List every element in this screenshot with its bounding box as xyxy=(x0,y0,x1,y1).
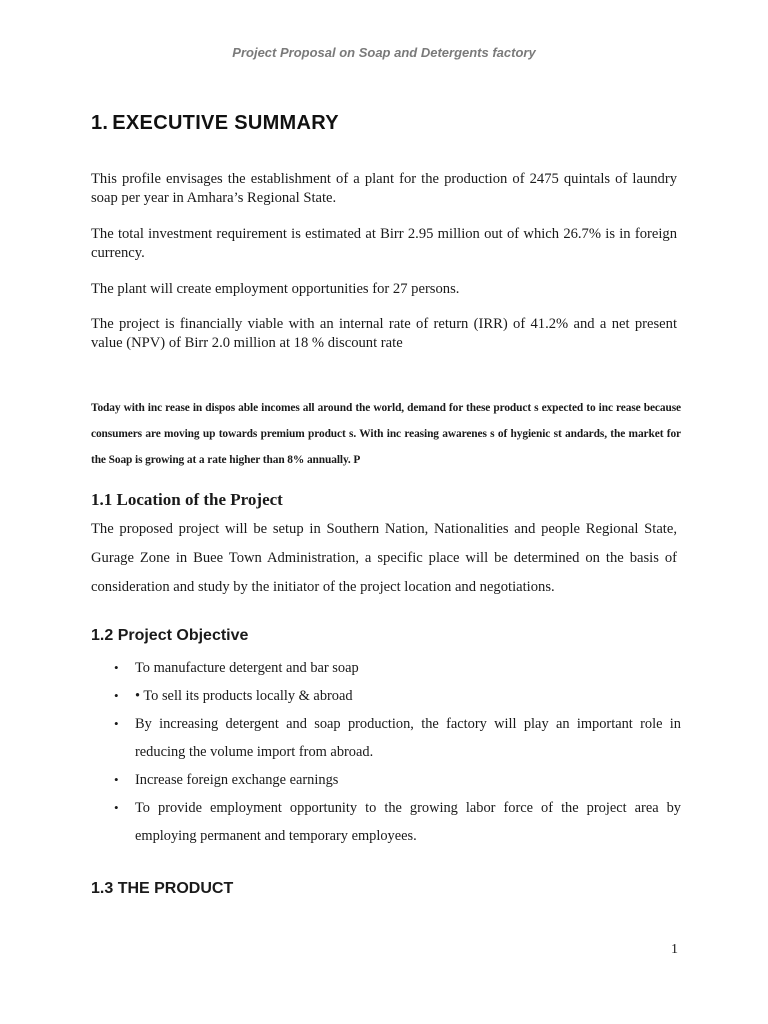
objective-heading: 1.2 Project Objective xyxy=(91,627,249,644)
list-item-text: To manufacture detergent and bar soap xyxy=(135,660,359,676)
list-item-text: By increasing detergent and soap production, the factory will play an important role in reducing the volume import from abroad. xyxy=(135,716,681,760)
page-number: 1 xyxy=(671,942,678,957)
location-paragraph: The proposed project will be setup in Southern Nation, Nationalities and people Regional State, Gurage Zone in Buee Town Administration, a specific place will be determined on the basis of consideration and study by the initiator of the project location and negotiations. xyxy=(91,521,677,595)
section-number: 1. xyxy=(91,112,109,134)
section-title-text: EXECUTIVE SUMMARY xyxy=(112,112,339,134)
summary-paragraph-3: The plant will create employment opportunities for 27 persons. xyxy=(91,281,460,297)
summary-paragraph-1: This profile envisages the establishment of a plant for the production of 2475 quintals of laundry soap per year in Amhara’s Regional State. xyxy=(91,171,677,206)
list-item xyxy=(91,766,681,794)
bullet-icon: • xyxy=(114,660,119,675)
list-item xyxy=(91,710,681,766)
location-heading: 1.1 Location of the Project xyxy=(91,490,283,509)
section-title xyxy=(91,112,339,135)
bullet-icon: • xyxy=(114,800,119,815)
list-item-text: • To sell its products locally & abroad xyxy=(135,688,353,704)
objective-list xyxy=(91,654,681,850)
list-item xyxy=(91,654,681,682)
list-item xyxy=(91,794,681,850)
list-item-text: Increase foreign exchange earnings xyxy=(135,772,339,788)
bullet-icon: • xyxy=(114,772,119,787)
product-heading: 1.3 THE PRODUCT xyxy=(91,880,234,897)
running-header: Project Proposal on Soap and Detergents factory xyxy=(232,45,536,60)
summary-paragraph-2: The total investment requirement is estimated at Birr 2.95 million out of which 26.7% is in foreign currency. xyxy=(91,226,677,261)
bullet-icon: • xyxy=(114,716,119,731)
list-item-text: To provide employment opportunity to the growing labor force of the project area by employing permanent and temporary employees. xyxy=(135,800,681,844)
list-item xyxy=(91,682,681,710)
market-paragraph: Today with inc rease in dispos able incomes all around the world, demand for these product s expected to inc rease because consumers are moving up towards premium product s. With inc reasing awarenes s of hygienic st andards, the market for the Soap is growing at a rate higher than 8% annually. P xyxy=(91,402,681,466)
summary-paragraph-4: The project is financially viable with an internal rate of return (IRR) of 41.2% and a net present value (NPV) of Birr 2.0 million at 18 % discount rate xyxy=(91,316,677,351)
bullet-icon: • xyxy=(114,688,119,703)
